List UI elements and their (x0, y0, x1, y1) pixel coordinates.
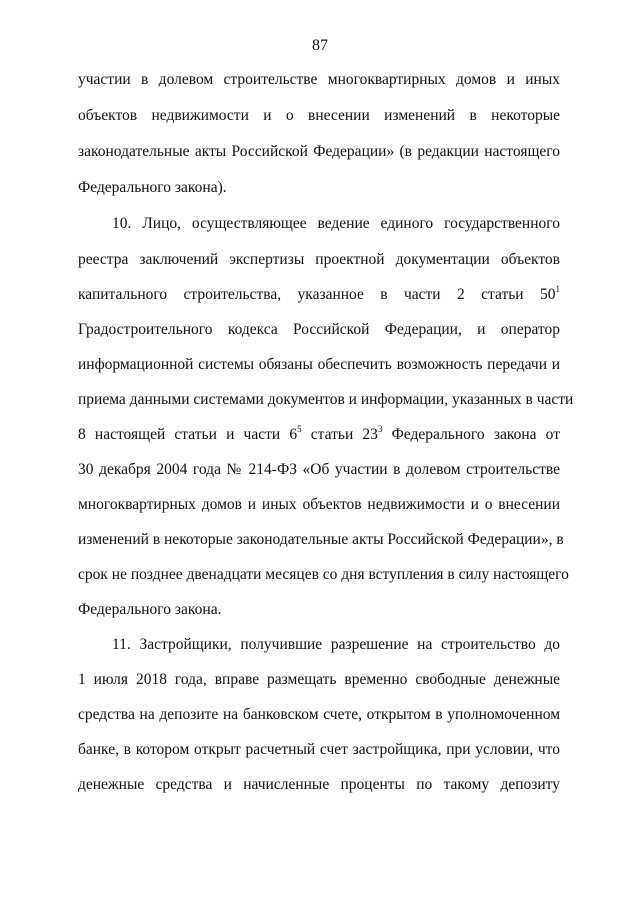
text-line: 1 июля 2018 года, вправе размещать временно свободные денежные (78, 671, 560, 688)
text-line: 30 декабря 2004 года № 214-ФЗ «Об участии в долевом строительстве (78, 461, 560, 478)
paragraph-10-first-line: 10. Лицо, осуществляющее ведение единого государственного (112, 215, 560, 232)
text-line: реестра заключений экспертизы проектной документации объектов (78, 251, 560, 268)
page-number: 87 (312, 37, 328, 54)
text-segment: 8 настоящей статьи и части 6 (78, 426, 298, 443)
superscript: 3 (377, 423, 383, 434)
text-line: информационной системы обязаны обеспечить возможность передачи и (78, 356, 560, 373)
superscript: 5 (297, 423, 302, 434)
text-line: многоквартирных домов и иных объектов недвижимости и о внесении (78, 496, 560, 513)
text-segment: капитального строительства, указанное в части 2 статьи 50 (78, 286, 556, 303)
text-line (78, 425, 560, 445)
text-line: Федерального закона. (78, 601, 222, 618)
text-line: срок не позднее двенадцати месяцев со дня вступления в силу настоящего (78, 566, 569, 583)
text-line: изменений в некоторые законодательные акты Российской Федерации», в (78, 531, 564, 548)
text-line: средства на депозите на банковском счете, открытом в уполномоченном (78, 706, 560, 723)
superscript: 1 (555, 283, 560, 294)
text-line: участии в долевом строительстве многоквартирных домов и иных (78, 71, 560, 88)
text-line: объектов недвижимости и о внесении изменений в некоторые (78, 107, 560, 124)
paragraph-11-first-line: 11. Застройщики, получившие разрешение на строительство до (112, 636, 560, 653)
text-line: банке, в котором открыт расчетный счет застройщика, при условии, что (78, 741, 560, 758)
text-line: денежные средства и начисленные проценты по такому депозиту (78, 776, 560, 793)
text-line: законодательные акты Российской Федерации» (в редакции настоящего (78, 143, 560, 160)
text-line: приема данными системами документов и информации, указанных в части (78, 391, 574, 408)
text-segment: Федерального закона от (382, 426, 560, 443)
text-line: Градостроительного кодекса Российской Федерации, и оператор (78, 321, 560, 338)
text-segment: статьи 23 (301, 426, 378, 443)
text-line (78, 285, 560, 305)
text-line: Федерального закона). (78, 179, 227, 196)
